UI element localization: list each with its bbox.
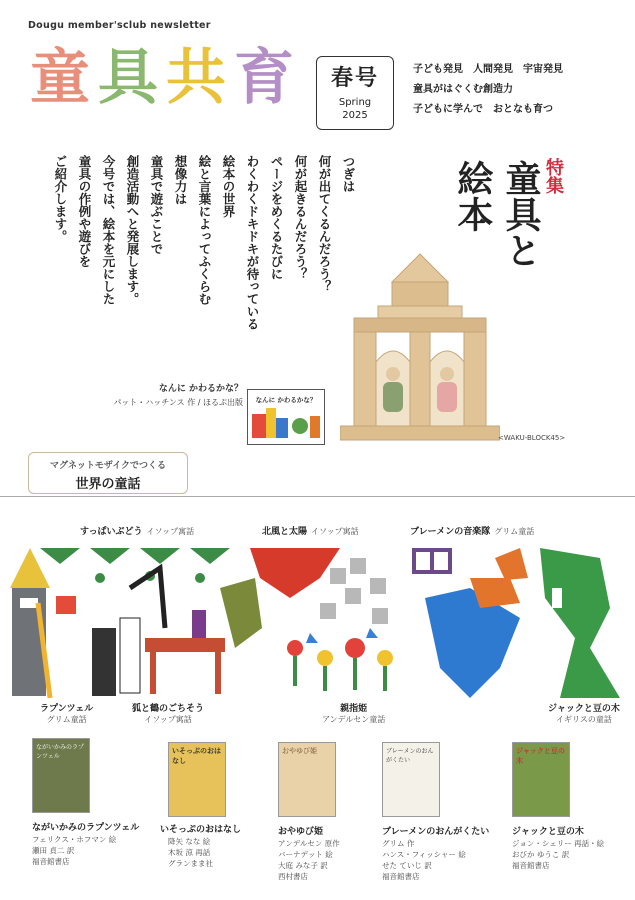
- story-title: 親指姫: [340, 704, 368, 714]
- book-caption: [113, 382, 243, 410]
- book-credit: グランまま社: [168, 859, 213, 868]
- story-source: イソップ寓話: [144, 715, 192, 724]
- intro-line: つぎは: [341, 155, 356, 193]
- story-title: 北風と太陽: [262, 527, 308, 537]
- book-cover-title: おやゆび姫: [282, 747, 317, 755]
- wind-mosaic: [320, 558, 388, 624]
- feature-title: 童具と絵本: [452, 160, 541, 268]
- tagline: [413, 60, 563, 120]
- season-sub-2: 2025: [342, 110, 368, 121]
- book-credit: アンデルセン 原作: [278, 839, 340, 848]
- book-credit: グリム 作: [382, 839, 415, 848]
- story-source: グリム童話: [494, 527, 535, 536]
- intro-line: ご紹介します。: [53, 155, 68, 243]
- season-badge: [316, 56, 394, 130]
- masthead-title: [26, 42, 298, 114]
- book-credit: バーナデット 絵: [278, 850, 333, 859]
- story-source: グリム童話: [46, 715, 87, 724]
- book-cover-art: [248, 404, 325, 444]
- story-label-fox-crane: [132, 701, 204, 725]
- table: [145, 638, 225, 652]
- intro-line: 想像力は: [173, 155, 188, 205]
- book-cover: [278, 742, 336, 817]
- cat: [495, 548, 528, 580]
- story-label-north-wind: [262, 524, 359, 537]
- sun-mosaic: [250, 548, 340, 598]
- book-cover-nanni-kawaru: [247, 389, 325, 445]
- story-source: イソップ寓話: [311, 527, 359, 536]
- story-title: 狐と鶴のごちそう: [132, 704, 205, 714]
- intro-line: 今号では、絵本を元にした: [101, 155, 116, 305]
- book-cover: [512, 742, 570, 817]
- story-title: ブレーメンの音楽隊: [410, 527, 491, 537]
- blocks-caption: <WAKU-BLOCK45>: [498, 434, 566, 442]
- fox: [220, 578, 262, 648]
- intro-line: ページをめくるたびに: [269, 155, 284, 280]
- section-badge-sub: マグネットモザイクでつくる: [49, 461, 167, 471]
- book-credit: せた ていじ 訳: [382, 861, 432, 870]
- book-credit: 大庭 みな子 訳: [278, 861, 328, 870]
- flowers: [287, 628, 393, 691]
- book-title: ジャックと豆の木: [512, 827, 584, 837]
- book-credit: 福音館書店: [512, 861, 550, 870]
- story-label-bremen: [410, 524, 534, 537]
- section-badge: [28, 452, 188, 494]
- book-title: いそっぷのおはなし: [160, 825, 242, 835]
- story-label-thumbelina: [322, 701, 385, 725]
- story-source: アンデルセン童話: [322, 715, 386, 724]
- story-label-jack: [548, 701, 620, 725]
- section-divider: [0, 496, 635, 497]
- book-credit: 福音館書店: [32, 857, 70, 866]
- book-credit: 木坂 涼 再話: [168, 848, 211, 857]
- book-credit: 瀬田 貞二 訳: [32, 846, 75, 855]
- book-cover-title: ながいかみのラプンツェル: [36, 744, 85, 760]
- intro-line: 絵本の世界: [221, 155, 236, 218]
- book-title: ブレーメンのおんがくたい: [382, 827, 490, 837]
- book-caption-credit: パット・ハッチンス 作 / ほるぷ出版: [113, 398, 243, 407]
- title-char-2: 具: [98, 43, 158, 113]
- book-credit: ジョン・シェリー 再話・絵: [512, 839, 605, 848]
- beanstalk: [540, 548, 620, 698]
- intro-line: 何が出てくるんだろう？: [317, 155, 332, 293]
- book-cover: [382, 742, 440, 817]
- picture-book-list: [0, 738, 635, 898]
- book-cover-title: ジャックと豆の木: [516, 747, 565, 765]
- tower-roof: [10, 548, 50, 588]
- tagline-line-1: 子ども発見 人間発見 宇宙発見: [413, 64, 563, 75]
- section-badge-title: 世界の童話: [75, 477, 141, 492]
- tagline-line-2: 童具がはぐくむ創造力: [413, 84, 513, 95]
- book-cover-title: いそっぷのおはなし: [172, 747, 221, 765]
- story-title: すっぱいぶどう: [80, 527, 143, 537]
- title-char-4: 育: [234, 43, 294, 113]
- feature-label: 特集: [543, 158, 564, 194]
- magnet-mosaic-artwork: [0, 548, 635, 698]
- book-credit: 降矢 なな 絵: [168, 837, 211, 846]
- season-sub-1: Spring: [338, 97, 372, 108]
- season-name: 春号: [330, 66, 379, 91]
- intro-line: 何が起きるんだろう？: [293, 155, 308, 280]
- story-label-sour-grapes: [80, 524, 194, 537]
- story-title: ジャックと豆の木: [548, 704, 620, 714]
- title-char-3: 共: [166, 43, 226, 113]
- book-title: おやゆび姫: [278, 827, 324, 837]
- intro-line: 童具で遊ぶことで: [149, 155, 164, 255]
- story-source: イギリスの童話: [555, 715, 612, 724]
- book-cover-title: ブレーメンのおんがくたい: [386, 748, 434, 764]
- book-credit: 福音館書店: [382, 872, 420, 881]
- story-source: イソップ寓話: [146, 527, 195, 536]
- intro-line: わくわくドキドキが待っている: [245, 155, 260, 330]
- intro-line: 童具の作例や遊びを: [77, 155, 92, 268]
- tagline-line-3: 子どもに学んで おとなも育つ: [413, 104, 553, 115]
- wooden-block-castle: [340, 252, 500, 447]
- book-credit: ハンス・フィッシャー 絵: [382, 850, 466, 859]
- book-title: ながいかみのラプンツェル: [32, 823, 140, 833]
- grape-vines: [40, 548, 230, 583]
- book-cover: [168, 742, 226, 817]
- newsletter-subtitle: Dougu member'sclub newsletter: [28, 20, 211, 31]
- book-credit: おびか ゆうこ 訳: [512, 850, 570, 859]
- story-label-rapunzel: [40, 701, 93, 725]
- intro-line: 創造活動へと発展します。: [125, 155, 140, 305]
- book-credit: 西村書店: [278, 872, 308, 881]
- book-caption-title: なんに かわるかな？: [158, 384, 243, 394]
- book-credit: フェリクス・ホフマン 絵: [32, 835, 117, 844]
- book-cover: [32, 738, 90, 813]
- title-char-1: 童: [30, 43, 90, 113]
- intro-line: 絵と言葉によってふくらむ: [197, 155, 212, 305]
- book-cover-title: なんに かわるかな？: [255, 396, 317, 404]
- wooden-block-illustration: [340, 252, 500, 447]
- story-title: ラプンツェル: [40, 704, 94, 714]
